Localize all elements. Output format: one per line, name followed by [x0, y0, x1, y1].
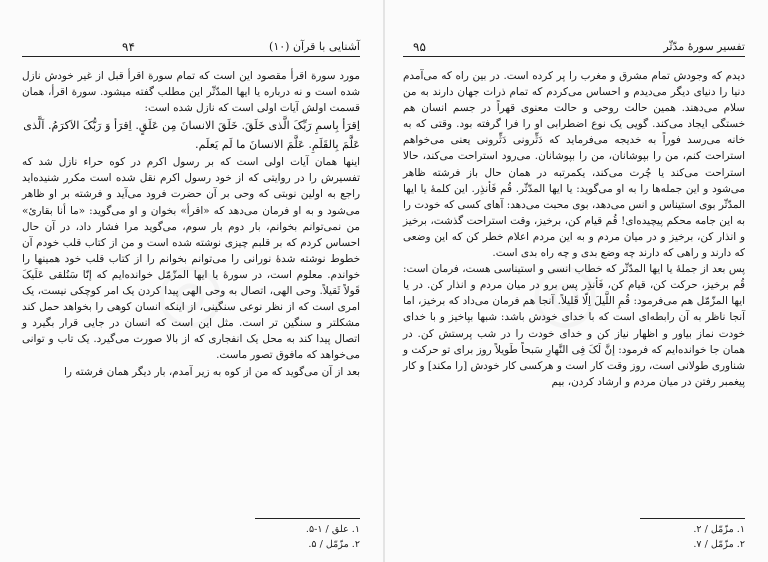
left-page-number: ۹۴ — [122, 40, 135, 54]
left-page — [0, 0, 383, 562]
right-header-title: تفسیر سورهٔ مدّثّر — [663, 40, 745, 53]
paragraph: بعد از آن می‌گوید که من از کوه به زیر آمدم، بار دیگر همان فرشته را — [63, 365, 360, 378]
watermark-seal: ◎ — [530, 243, 600, 337]
left-running-header — [22, 40, 360, 57]
footnote: ۱. مزّمّل / ۲. — [693, 524, 745, 535]
right-page-number: ۹۵ — [413, 40, 426, 54]
footnote: ۲. مزّمّل / ۷. — [693, 539, 745, 550]
quran-verse: اِقرَأ بِاسمِ رَبِّکَ الَّذی خَلَقَ. خَلَقَ الانسانَ مِن عَلَقٍ. اِقرَأ وَ رَبُّکَ الاَکرَمُ. اَلَّذی عَلَّمَ بِالقَلَمِ. عَلَّمَ الانسانَ ما لَم یَعلَم. — [23, 119, 360, 152]
watermark-seal: ◎ — [155, 243, 225, 337]
right-page — [385, 0, 768, 562]
footnote: ۱. علق / ۱-۵. — [305, 524, 360, 535]
paragraph: پس بعد از جملهٔ یا ایها المدّثّر که خطاب انسی و استیناسی هست، فرمان است: قُم برخیز، حرکت کن، قیام کن، فَأنذِر پس برو در میان مردم و انذار کن. در یا ایها المزّمّل هم می‌فرمود: قُمِ اللَّیلَ اِلّا قَلیلاً. آنجا هم فرمان می‌داد که برخیز، اما آنجا ناظر به آن رابطه‌ای است که با خدای خودش باشد: شبها بپاخیز و با خدای خودت نماز بیاور و اظهار نیاز کن و خدای خودت را در شب پرستش کن. در همان جا خوانده‌ایم که فرمود: إنَّ لَکَ فِی النَّهارِ سَبحاً طَویلاً روز برای تو حرکت و شناوری طولانی است، روز وقت کار است و هرکسی کار خودش [را مکند] و کار پیغمبر رفتن در میان مردم و ارشاد کردن، بیم — [403, 263, 745, 388]
paragraph: دیدم که وجودش تمام مشرق و مغرب را پر کرده است. در بین راه که می‌آمدم دنیا را دنیای دیگر می‌دیدم و احساس می‌کردم که تمام ذرات جهان دارند به من سلام می‌دهند. همین حالت روحی و حالت معنوی قهراً در جسم انسان هم خستگی ایجاد می‌کند. گویی یک نوع اضطرابی او را فرا گرفته بود. وقتی که به خانه می‌رسد فوراً به خدیجه می‌فرماید که دَثِّرونی دَثِّرونی یعنی می‌خواهم استراحت کنم، من را بپوشانان، من را بپوشانان. می‌رود استراحت می‌کند، حالا استراحت می‌کند یا چُرت می‌کند، یکمرتبه در همان حال باز فرشته ظاهر می‌شود و این جمله‌ها را به او می‌گوید: یا ایها المدّثّر. قُم فَأنذِر. این کلمهٔ یا ایها المدّثّر بوی استیناس و انس می‌دهد، بوی محبت می‌دهد: آهای کسی که خودت را به این جامه محکم پیچیده‌ای! قُم قیام کن، برخیز، وقت استراحت گذشت، برخیز و انذار کن، برخیز و در میان مردم و به این مردم اعلام خطر کن که این وضعی که دارند و راهی که دارند چه وضع بدی و چه راه بدی است. — [403, 70, 745, 260]
right-body-text — [403, 68, 745, 516]
left-footnotes — [22, 522, 360, 552]
right-running-header — [403, 40, 745, 57]
footnote-rule — [255, 518, 360, 519]
footnote: ۲. مزّمّل / ۵. — [308, 539, 360, 550]
left-header-title: آشنایی با قرآن (۱۰) — [269, 40, 360, 53]
paragraph: اینها همان آیات اولی است که بر رسول اکرم در کوه حراء نازل شد که تفسیرش را در روایتی که از خود رسول اکرم نقل شده است مکرر شنیده‌اید راجع به اولین نوبتی که وحی بر آن حضرت فرود می‌آید و فرشته بر او ظاهر می‌شود و به او فرمان می‌دهد که «اقرأ» بخوان و او می‌گوید: «ما أنا بقارئ» من نمی‌توانم بخوانم، بار دوم بار سوم، می‌گوید مرا فشار داد، در آن حال احساس کردم که بر قلبم چیزی نوشته شده است و من از کتاب قلب خودم آن خطوط نوشته شدهٔ نورانی را می‌توانم بخوانم را از کتاب قلب خود همینها را خواندم. معلوم است، در سورهٔ یا ایها المزّمّل خوانده‌ایم که إنّا سَنُلقی عَلَیکَ قَولاً ثَقیلاً. وحی الهی، اتصال به وحی الهی پیدا کردن یک امر کوچکی نیست، یک امری است که از نظر نوعی سنگینی، از اینکه انسان کوهی را بخواهد حمل کند مشکلتر و سنگین تر است. مثل این است که انسان در جایی قرار بگیرد و اتصال پیدا کند به محل یک انفجاری که از بالا صورت می‌گیرد. یک تاب و توانی می‌خواهد که مافوق تصور ماست. — [22, 156, 360, 362]
paragraph: مورد سورة اقرأ مقصود این است که تمام سورة اقرأ قبل از غیر خودش نازل شده است و نه درباره یا ایها المدّثّر این مطلب گفته میشود. سورة اقرأ، همان قسمت اولش آیات اولی است که نازل شده است: — [22, 70, 360, 115]
footnote-rule — [640, 518, 745, 519]
right-footnotes — [403, 522, 745, 552]
left-body-text — [22, 68, 360, 516]
